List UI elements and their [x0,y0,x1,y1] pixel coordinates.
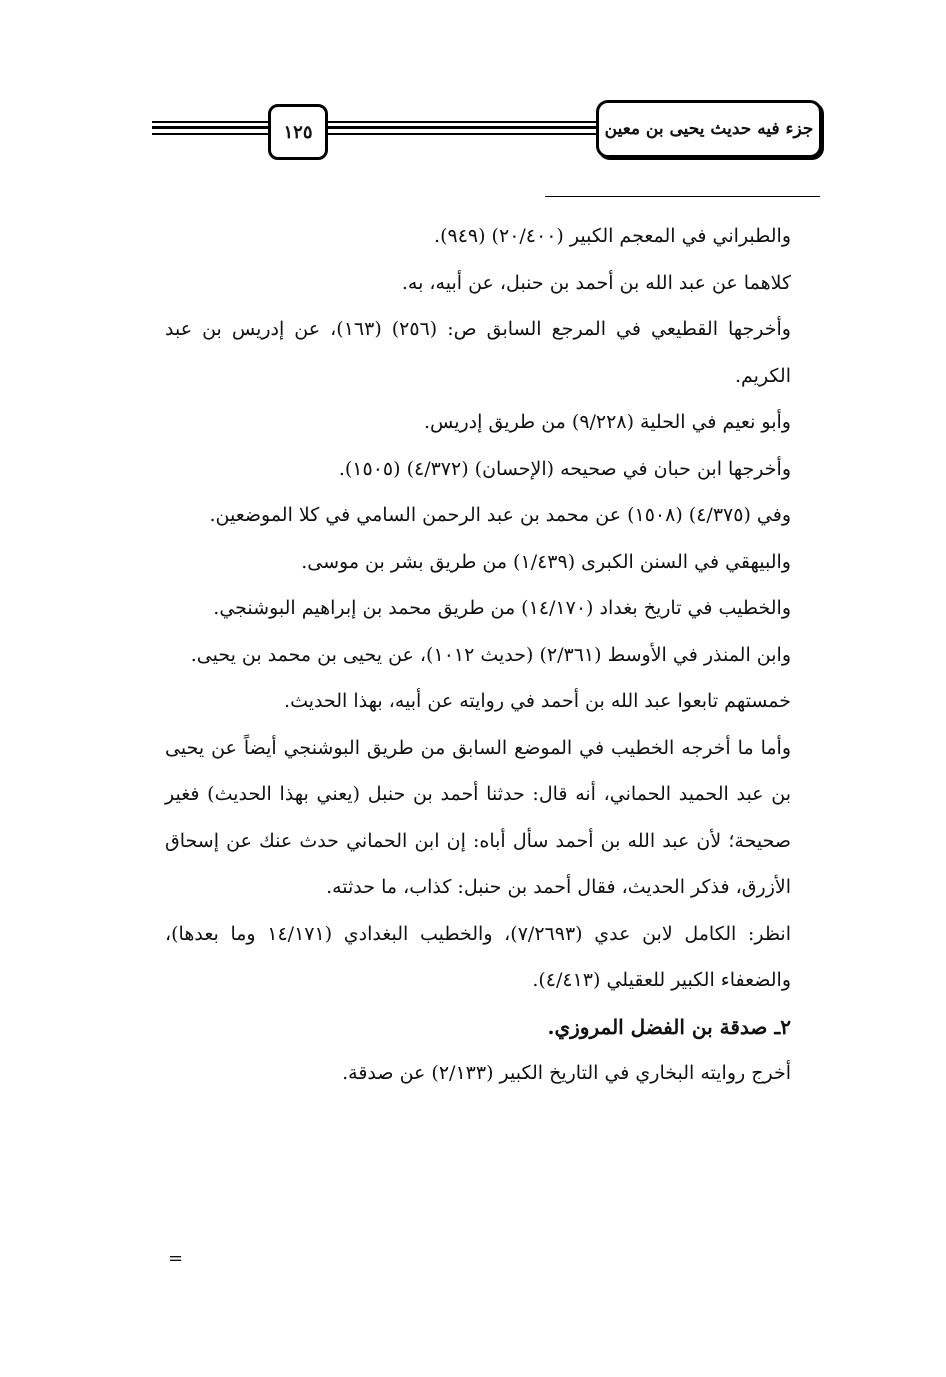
paragraph: انظر: الكامل لابن عدي (٧/٢٦٩٣)، والخطيب البغدادي (١٤/١٧١ وما بعدها)، والضعفاء الكبير للعقيلي (٤/٤١٣). [165,922,791,991]
paragraph: وأما ما أخرجه الخطيب في الموضع السابق من طريق البوشنجي أيضاً عن يحيى بن عبد الحميد الحماني، أنه قال: حدثنا أحمد بن حنبل (يعني بهذا الحديث) فغير صحيحة؛ لأن عبد الله بن أحمد سأل أباه: إن ابن الحماني حدث عنك عن إسحاق الأزرق، فذكر الحديث، فقال أحمد بن حنبل: كذاب، ما حدثته. [165,736,791,898]
page-number: ١٢٥ [268,104,328,160]
running-title: جزء فيه حديث يحيى بن معين [596,100,822,158]
paragraph: والخطيب في تاريخ بغداد (١٤/١٧٠) من طريق محمد بن إبراهيم البوشنجي. [213,597,791,619]
paragraph: وفي (٤/٣٧٥) (١٥٠٨) عن محمد بن عبد الرحمن السامي في كلا الموضعين. [209,504,791,526]
paragraph: أخرج روايته البخاري في التاريخ الكبير (٢/١٣٣) عن صدقة. [342,1062,791,1084]
paragraph: وأخرجها القطيعي في المرجع السابق ص: (٢٥٦) (١٦٣)، عن إدريس بن عبد الكريم. [165,318,791,387]
paragraph: وأخرجها ابن حبان في صحيحه (الإحسان) (٤/٣٧٢) (١٥٠٥). [338,457,791,480]
paragraph: خمستهم تابعوا عبد الله بن أحمد في روايته عن أبيه، بهذا الحديث. [284,690,791,712]
paragraph: والطبراني في المعجم الكبير (٢٠/٤٠٠) (٩٤٩). [434,225,791,247]
paragraph: كلاهما عن عبد الله بن أحمد بن حنبل، عن أبيه، به. [401,271,791,294]
paragraph: والبيهقي في السنن الكبرى (١/٤٣٩) من طريق بشر بن موسى. [301,550,791,573]
paragraph: وأبو نعيم في الحلية (٩/٢٢٨) من طريق إدريس. [423,411,791,433]
footnote-body [165,213,791,1097]
section-heading: ٢ـ صدقة بن الفضل المروزي. [547,1014,791,1039]
header-decorative-lines [152,121,612,137]
footnote-separator [545,196,820,197]
paragraph: وابن المنذر في الأوسط (٢/٣٦١) (حديث ١٠١٢)، عن يحيى بن محمد بن يحيى. [190,643,791,666]
continuation-mark: = [168,1248,184,1269]
